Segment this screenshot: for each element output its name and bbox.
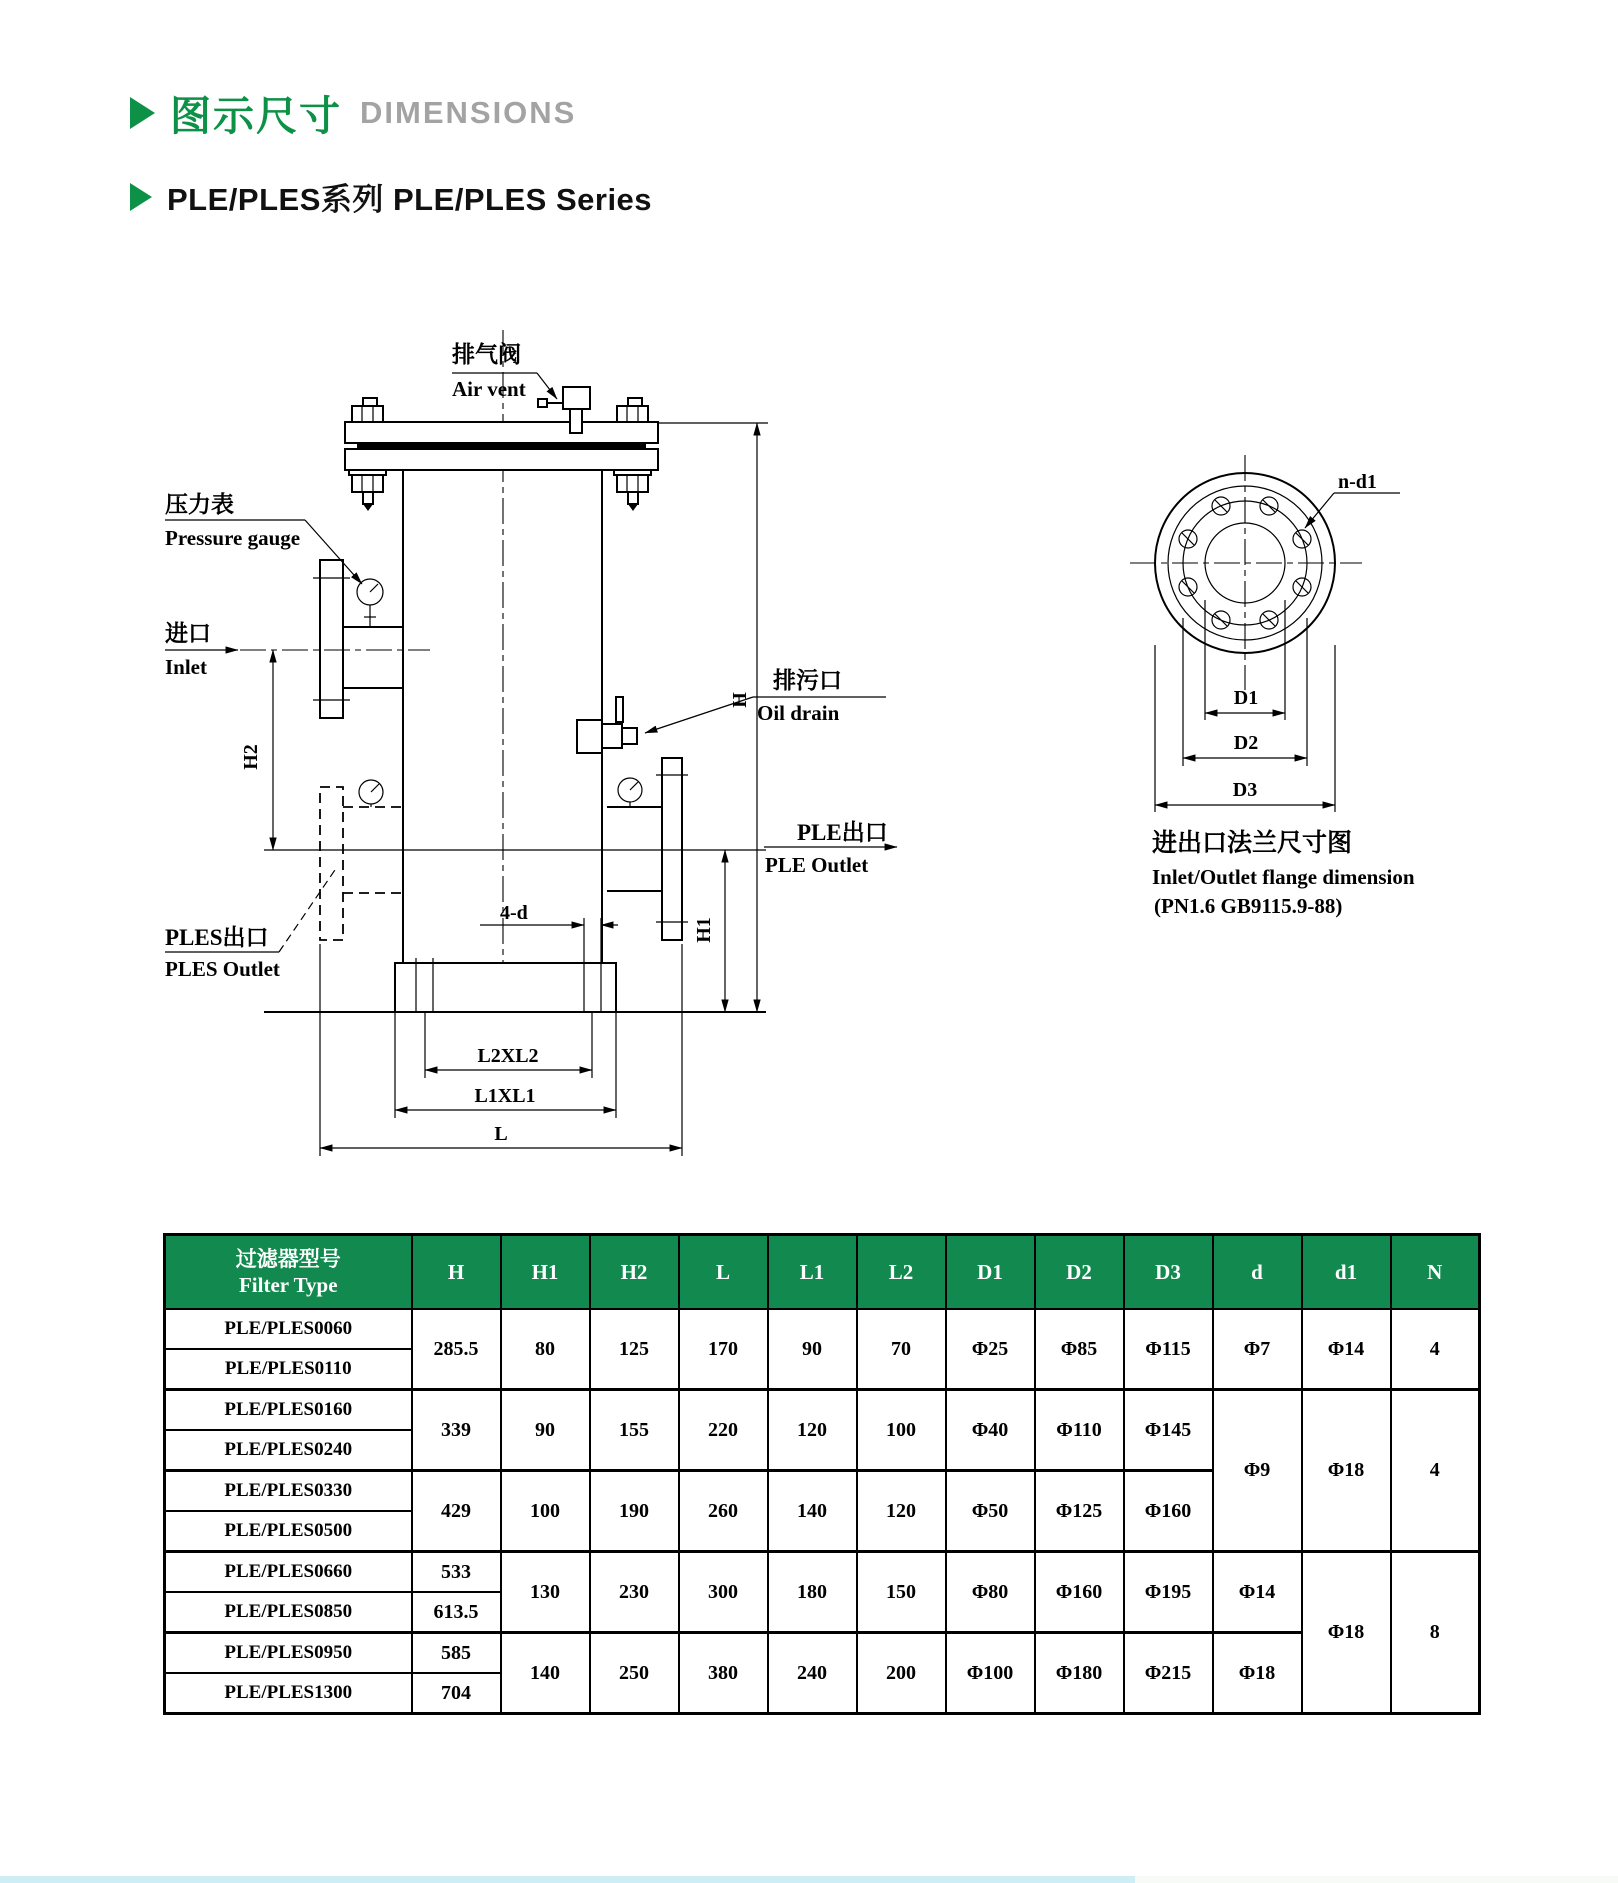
ple-pressure-gauge: [618, 778, 642, 807]
ple-outlet-label-en: PLE Outlet: [765, 853, 869, 877]
cell-model: PLE/PLES0240: [165, 1430, 412, 1471]
col-header-L: L: [679, 1235, 768, 1310]
cell-model: PLE/PLES0060: [165, 1309, 412, 1349]
air-vent-label: [452, 341, 557, 401]
col-header-H2: H2: [590, 1235, 679, 1310]
cell-D1: Φ80: [946, 1552, 1035, 1633]
cell-H2: 190: [590, 1471, 679, 1552]
page-edge-strip-right: [1135, 1876, 1618, 1883]
pressure-gauge-label-en: Pressure gauge: [165, 526, 301, 550]
cell-d: Φ9: [1213, 1390, 1302, 1552]
col-header-L1: L1: [768, 1235, 857, 1310]
flange-detail-view: [1130, 455, 1415, 918]
cell-D3: Φ115: [1124, 1309, 1213, 1390]
page-edge-strip-left: [0, 1876, 1135, 1883]
col-header-D2: D2: [1035, 1235, 1124, 1310]
cell-model: PLE/PLES0330: [165, 1471, 412, 1512]
cell-d1: Φ14: [1302, 1309, 1391, 1390]
dim-label-H1: H1: [693, 917, 715, 943]
cell-L2: 120: [857, 1471, 946, 1552]
page-title-zh: 图示尺寸: [170, 93, 342, 139]
cell-d: Φ18: [1213, 1633, 1302, 1714]
dimension-L2: [425, 1012, 592, 1078]
cell-L1: 240: [768, 1633, 857, 1714]
cell-model: PLE/PLES1300: [165, 1673, 412, 1714]
col-header-H: H: [412, 1235, 501, 1310]
oil-drain-label: [645, 668, 886, 733]
dim-label-L: L: [494, 1123, 508, 1145]
series-title: PLE/PLES系列 PLE/PLES Series: [167, 182, 653, 217]
cell-L2: 150: [857, 1552, 946, 1633]
flange-caption-standard: (PN1.6 GB9115.9-88): [1154, 894, 1343, 918]
cell-d: Φ7: [1213, 1309, 1302, 1390]
table-row: [165, 1390, 1480, 1431]
page-edge-strip: [0, 1876, 1618, 1883]
cell-L: 220: [679, 1390, 768, 1471]
ples-outlet-label: [165, 867, 337, 981]
dim-label-H: H: [729, 692, 751, 708]
cell-D2: Φ160: [1035, 1552, 1124, 1633]
cell-model: PLE/PLES0950: [165, 1633, 412, 1674]
cell-L1: 180: [768, 1552, 857, 1633]
cell-D2: Φ110: [1035, 1390, 1124, 1471]
dimensions-table: [163, 1233, 1481, 1715]
oil-drain-label-en: Oil drain: [757, 701, 840, 725]
cell-d1: Φ18: [1302, 1552, 1391, 1714]
cell-model: PLE/PLES0850: [165, 1592, 412, 1633]
dimension-4d: [480, 902, 618, 925]
cell-H2: 230: [590, 1552, 679, 1633]
cell-H1: 90: [501, 1390, 590, 1471]
n-d1-label: [1305, 471, 1400, 528]
oil-drain-label-zh: 排污口: [773, 668, 842, 693]
table-header-row: [165, 1235, 1480, 1310]
col-header-L2: L2: [857, 1235, 946, 1310]
dimension-H1: [693, 850, 725, 1012]
dim-label-n-d1: n-d1: [1338, 471, 1377, 493]
cell-d1: Φ18: [1302, 1390, 1391, 1552]
cell-N: 4: [1391, 1390, 1480, 1552]
cell-N: 4: [1391, 1309, 1480, 1390]
dim-label-D3: D3: [1232, 779, 1258, 801]
filter-main-view: [165, 330, 897, 1156]
ple-outlet-label-zh: PLE出口: [797, 820, 888, 845]
cell-H1: 100: [501, 1471, 590, 1552]
table-row: [165, 1633, 1480, 1674]
col-header-N: N: [1391, 1235, 1480, 1310]
air-vent-label-zh: 排气阀: [452, 342, 521, 367]
cell-D2: Φ180: [1035, 1633, 1124, 1714]
ples-outlet-nozzle: [320, 787, 403, 940]
oil-drain-valve: [577, 697, 637, 753]
ple-outlet-label: [764, 820, 897, 877]
cell-H2: 250: [590, 1633, 679, 1714]
inlet-label: [165, 621, 238, 679]
cell-H2: 155: [590, 1390, 679, 1471]
cell-D1: Φ50: [946, 1471, 1035, 1552]
col-header-filter-type-en: Filter Type: [238, 1273, 338, 1297]
dim-label-L1: L1XL1: [474, 1085, 536, 1107]
cell-H: 613.5: [412, 1592, 501, 1633]
inlet-label-zh: 进口: [165, 621, 211, 646]
dim-label-D2: D2: [1233, 732, 1259, 754]
cell-H: 533: [412, 1552, 501, 1593]
pressure-gauge: [357, 579, 383, 627]
col-header-filter-type-zh: 过滤器型号: [235, 1246, 341, 1271]
flange-caption-zh: 进出口法兰尺寸图: [1152, 830, 1353, 857]
cell-L: 300: [679, 1552, 768, 1633]
cell-D3: Φ145: [1124, 1390, 1213, 1471]
cell-L2: 200: [857, 1633, 946, 1714]
cell-L: 380: [679, 1633, 768, 1714]
cell-D1: Φ25: [946, 1309, 1035, 1390]
table-row: [165, 1552, 1480, 1593]
inlet-label-en: Inlet: [165, 655, 207, 679]
top-cover-flange: [345, 422, 658, 470]
cell-L: 170: [679, 1309, 768, 1390]
cell-H: 339: [412, 1390, 501, 1471]
dimension-H2: [240, 650, 273, 850]
cell-L2: 70: [857, 1309, 946, 1390]
col-header-filter-type: [165, 1235, 412, 1310]
cell-L1: 140: [768, 1471, 857, 1552]
cell-H: 585: [412, 1633, 501, 1674]
cell-model: PLE/PLES0500: [165, 1511, 412, 1552]
cell-L: 260: [679, 1471, 768, 1552]
cell-H2: 125: [590, 1309, 679, 1390]
cell-H: 429: [412, 1471, 501, 1552]
cell-H1: 130: [501, 1552, 590, 1633]
cell-D1: Φ100: [946, 1633, 1035, 1714]
dim-label-H2: H2: [240, 744, 262, 770]
cell-H1: 140: [501, 1633, 590, 1714]
col-header-d1: d1: [1302, 1235, 1391, 1310]
flange-view-caption: [1152, 829, 1415, 918]
cell-L1: 90: [768, 1309, 857, 1390]
cell-D2: Φ85: [1035, 1309, 1124, 1390]
cell-L2: 100: [857, 1390, 946, 1471]
cell-H1: 80: [501, 1309, 590, 1390]
ples-pressure-gauge: [359, 780, 383, 807]
dim-label-D1: D1: [1233, 687, 1259, 709]
col-header-d: d: [1213, 1235, 1302, 1310]
cell-D3: Φ195: [1124, 1552, 1213, 1633]
table-row: [165, 1309, 1480, 1349]
cell-H: 285.5: [412, 1309, 501, 1390]
ples-outlet-label-zh: PLES出口: [165, 925, 269, 950]
inlet-nozzle: [240, 560, 430, 718]
base-plate: [264, 918, 766, 1012]
ples-outlet-label-en: PLES Outlet: [165, 957, 280, 981]
col-header-D3: D3: [1124, 1235, 1213, 1310]
cell-L1: 120: [768, 1390, 857, 1471]
cell-D2: Φ125: [1035, 1471, 1124, 1552]
dim-label-L2: L2XL2: [477, 1045, 539, 1067]
cell-H: 704: [412, 1673, 501, 1714]
cell-D3: Φ215: [1124, 1633, 1213, 1714]
cell-model: PLE/PLES0160: [165, 1390, 412, 1431]
dim-label-4d: 4-d: [500, 902, 528, 924]
cell-d: Φ14: [1213, 1552, 1302, 1633]
cell-D3: Φ160: [1124, 1471, 1213, 1552]
cell-N: 8: [1391, 1552, 1480, 1714]
pressure-gauge-label-zh: 压力表: [165, 492, 234, 517]
page-title-en: DIMENSIONS: [360, 94, 577, 130]
col-header-D1: D1: [946, 1235, 1035, 1310]
flange-caption-en: Inlet/Outlet flange dimension: [1152, 865, 1415, 889]
air-vent-label-en: Air vent: [452, 377, 526, 401]
cell-D1: Φ40: [946, 1390, 1035, 1471]
cell-model: PLE/PLES0110: [165, 1349, 412, 1390]
cell-model: PLE/PLES0660: [165, 1552, 412, 1593]
col-header-H1: H1: [501, 1235, 590, 1310]
